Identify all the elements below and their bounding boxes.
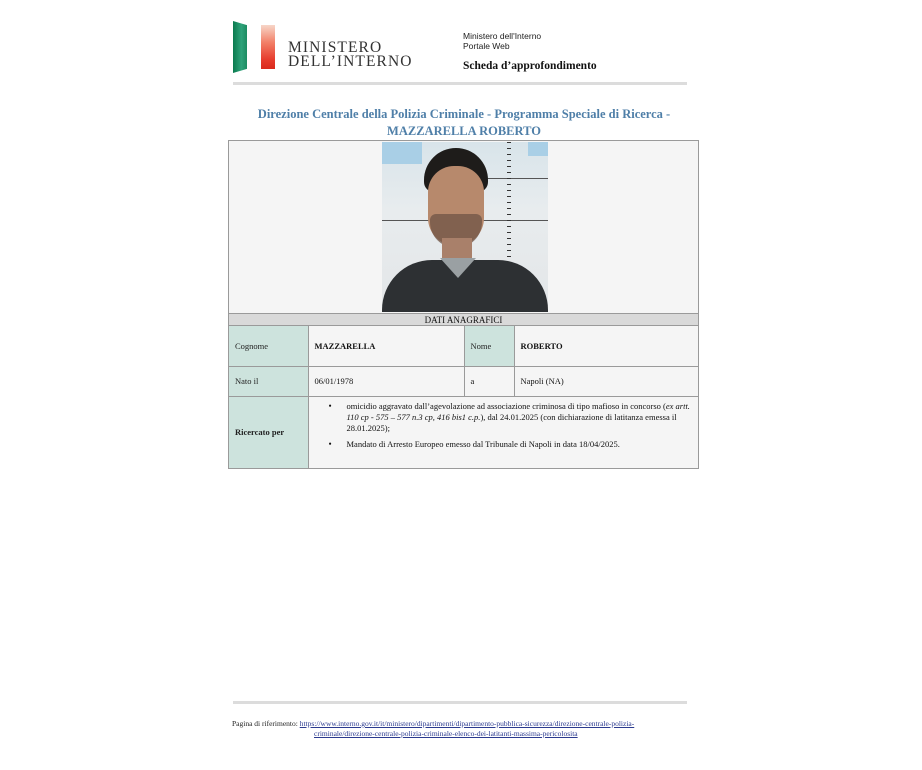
logo-line-1: MINISTERO — [288, 39, 383, 56]
birth-date-label: Nato il — [229, 366, 308, 396]
surname-value: MAZZARELLA — [308, 326, 464, 366]
table-row — [229, 396, 698, 468]
reference-label: Pagina di riferimento: — [232, 719, 298, 728]
reference-link[interactable]: https://www.interno.gov.it/it/ministero/dipartimenti/dipartimento-pubblica-sicurezza/direzione-centrale-polizia- criminale/direzione-centrale-polizia-criminale-elenco-dei-latitanti-massima-pericolosita — [299, 719, 635, 738]
document-type: Scheda d’approfondimento — [463, 60, 597, 72]
logo-flag-green-icon — [233, 21, 247, 73]
name-value: ROBERTO — [514, 326, 698, 366]
wanted-for-label: Ricercato per — [229, 396, 308, 468]
surname-label: Cognome — [229, 326, 308, 366]
logo-line-2: DELL’INTERNO — [288, 53, 413, 70]
fugitive-card — [228, 140, 699, 469]
section-header-personal-data: DATI ANAGRAFICI — [229, 314, 698, 326]
charges-list — [315, 397, 693, 467]
birth-place-label: a — [464, 366, 514, 396]
ministry-name: Ministero dell'Interno — [463, 31, 542, 41]
table-row — [229, 326, 698, 366]
birth-date-value: 06/01/1978 — [308, 366, 464, 396]
charge-item: • omicidio aggravato dall’agevolazione ad associazione criminosa di tipo mafioso in concorso (ex artt. 110 cp - 575 – 577 n.3 cp, 416 bis1 c.p.), dal 24.01.2025 (con dichiarazione di latitanza emessa il 28.01.2025); — [319, 401, 691, 434]
table-row — [229, 366, 698, 396]
charge-item: • Mandato di Arresto Europeo emesso dal Tribunale di Napoli in data 18/04/2025. — [319, 439, 691, 450]
wanted-for-value — [308, 396, 698, 468]
title-fugitive-name: MAZZARELLA ROBERTO — [387, 124, 541, 138]
header-divider — [233, 82, 687, 85]
birth-place-value: Napoli (NA) — [514, 366, 698, 396]
logo-flag-red-icon — [261, 25, 275, 69]
name-label: Nome — [464, 326, 514, 366]
photo-cell — [229, 141, 698, 314]
footer-divider — [233, 701, 687, 704]
ministry-logo-text — [288, 41, 413, 69]
page-title — [228, 106, 700, 140]
portal-name: Portale Web — [463, 41, 510, 51]
mugshot-photo-icon — [382, 142, 548, 312]
title-line-1: Direzione Centrale della Polizia Criminale - Programma Speciale di Ricerca - — [257, 107, 671, 121]
page-header — [232, 20, 688, 86]
header-info — [463, 31, 597, 72]
personal-data-table — [229, 326, 698, 468]
reference-footer — [232, 719, 692, 738]
